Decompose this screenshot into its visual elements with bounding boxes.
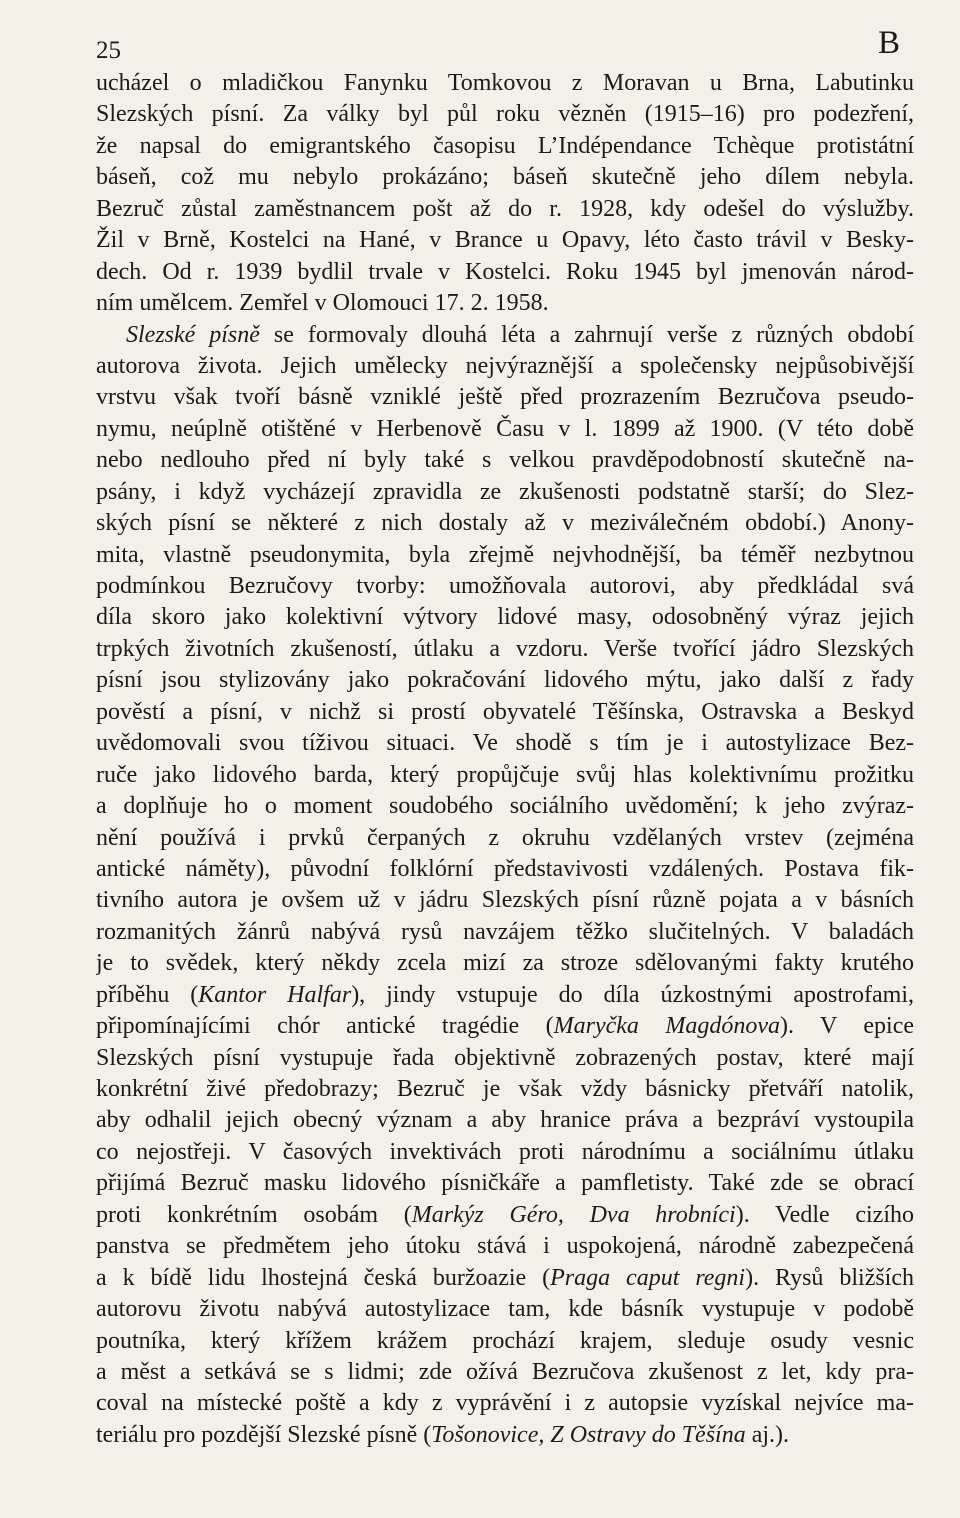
line-text: a doplňuje ho o moment soudobého sociálního uvědomění; k jeho zvýraz- bbox=[96, 793, 914, 820]
section-letter: B bbox=[878, 25, 901, 61]
text-line bbox=[96, 1168, 914, 1199]
line-text: díla skoro jako kolektivní výtvory lidové masy, odosobněný výraz jejich bbox=[96, 604, 914, 631]
line-text: a k bídě lidu lhostejná česká buržoazie ( bbox=[96, 1264, 551, 1291]
line-text: autorova života. Jejich umělecky nejvýraznější a společensky nejpůsobivější bbox=[96, 352, 914, 379]
text-line bbox=[96, 540, 914, 571]
line-text: mita, vlastně pseudonymita, byla zřejmě nejvhodnější, ba téměř nezbytnou bbox=[96, 541, 914, 568]
line-text: trpkých životních zkušeností, útlaku a vzdoru. Verše tvořící jádro Slezských bbox=[96, 635, 914, 662]
line-text: je to svědek, který někdy zcela mizí za stroze sdělovanými fakty krutého bbox=[96, 950, 914, 977]
line-text: se formovaly dlouhá léta a zahrnují verše z různých období bbox=[259, 321, 914, 348]
text-line bbox=[96, 68, 914, 99]
text-line bbox=[96, 1326, 914, 1357]
line-text: vrstvu však tvoří básně vzniklé ještě před prozrazením Bezručova pseudo- bbox=[96, 384, 914, 411]
line-text: aj.). bbox=[745, 1421, 790, 1448]
text-line bbox=[96, 602, 914, 633]
line-text: ním umělcem. Zemřel v Olomouci 17. 2. 1958. bbox=[96, 290, 549, 317]
line-text: antické náměty), původní folklórní představivosti vzdálených. Postava fik- bbox=[96, 855, 914, 882]
text-line bbox=[96, 728, 914, 759]
italic-title: Praga caput regni bbox=[550, 1264, 746, 1291]
text-line bbox=[96, 382, 914, 413]
text-line bbox=[96, 477, 914, 508]
line-text: coval na místecké poště a kdy z vyprávění i z autopsie vyzískal nejvíce ma- bbox=[96, 1390, 914, 1417]
line-text: ucházel o mladičkou Fanynku Tomkovou z Moravan u Brna, Labutinku bbox=[96, 70, 914, 96]
text-line bbox=[96, 1043, 914, 1074]
text-line bbox=[96, 571, 914, 602]
text-line bbox=[96, 634, 914, 665]
line-text: Slezských písní. Za války byl půl roku vězněn (1915–16) pro podezření, bbox=[96, 101, 914, 128]
text-line bbox=[96, 351, 914, 382]
italic-title: Markýz Géro, Dva hrobníci bbox=[411, 1201, 736, 1228]
text-line bbox=[96, 1294, 914, 1325]
italic-title: Slezské písně bbox=[126, 321, 260, 348]
line-text: připomínajícími chór antické tragédie ( bbox=[96, 1013, 554, 1040]
line-text: pověstí a písní, v nichž si prostí obyvatelé Těšínska, Ostravska a Beskyd bbox=[96, 698, 914, 725]
line-text: ). Rysů bližších bbox=[745, 1264, 914, 1291]
line-text: podmínkou Bezručovy tvorby: umožňovala autorovi, aby předkládal svá bbox=[96, 573, 914, 599]
line-text: báseň, což mu nebylo prokázáno; báseň skutečně jeho dílem nebyla. bbox=[96, 164, 914, 191]
text-line bbox=[96, 885, 914, 916]
line-text: ruče jako lidového barda, který propůjčuje svůj hlas kolektivnímu prožitku bbox=[96, 761, 914, 788]
text-line bbox=[96, 194, 914, 225]
line-text: co nejostřeji. V časových invektivách proti národnímu a sociálnímu útlaku bbox=[96, 1138, 914, 1165]
page-number: 25 bbox=[96, 37, 121, 64]
line-text: nymu, neúplně otištěné v Herbenově Času v l. 1899 až 1900. (V této době bbox=[96, 415, 914, 442]
text-line bbox=[96, 99, 914, 130]
text-line bbox=[96, 414, 914, 445]
line-text: ských písní se některé z nich dostaly až v meziválečném období.) Anony- bbox=[96, 510, 914, 537]
text-line bbox=[96, 1011, 914, 1042]
text-line bbox=[96, 665, 914, 696]
italic-title: Kantor Halfar bbox=[198, 981, 352, 1008]
text-line bbox=[96, 1231, 914, 1262]
text-line bbox=[96, 1105, 914, 1136]
line-text: rozmanitých žánrů nabývá rysů navzájem těžko slučitelných. V baladách bbox=[96, 918, 914, 945]
text-line bbox=[96, 162, 914, 193]
text-line bbox=[96, 1137, 914, 1168]
line-text: ). Vedle cizího bbox=[735, 1201, 914, 1228]
line-text: psány, i když vycházejí zpravidla ze zkušenosti podstatně starší; do Slez- bbox=[96, 478, 914, 505]
line-text: že napsal do emigrantského časopisu L’Indépendance Tchèque protistátní bbox=[96, 132, 914, 159]
italic-title: Maryčka Magdónova bbox=[553, 1013, 781, 1040]
text-line bbox=[96, 1263, 914, 1294]
line-text: dech. Od r. 1939 bydlil trvale v Kostelci. Roku 1945 byl jmenován národ- bbox=[96, 258, 914, 285]
text-line bbox=[96, 1074, 914, 1105]
text-line bbox=[96, 823, 914, 854]
text-line bbox=[96, 131, 914, 162]
text-line bbox=[96, 257, 914, 288]
text-line bbox=[96, 508, 914, 539]
text-line bbox=[96, 854, 914, 885]
line-text: Slezských písní vystupuje řada objektivně zobrazených postav, které mají bbox=[96, 1044, 914, 1071]
text-line bbox=[96, 1200, 914, 1231]
line-text: Bezruč zůstal zaměstnancem pošt až do r. 1928, kdy odešel do výslužby. bbox=[96, 195, 914, 222]
text-line bbox=[96, 948, 914, 979]
text-line bbox=[96, 1357, 914, 1388]
line-text: tivního autora je ovšem už v jádru Slezských písní různě pojata a v básních bbox=[96, 887, 914, 914]
line-text: autorovu životu nabývá autostylizace tam, kde básník vystupuje v podobě bbox=[96, 1296, 914, 1323]
line-text: ), jindy vstupuje do díla úzkostnými apostrofami, bbox=[351, 981, 914, 1008]
line-text: Žil v Brně, Kostelci na Hané, v Brance u Opavy, léto často trávil v Besky- bbox=[96, 227, 914, 254]
line-text: proti konkrétním osobám ( bbox=[96, 1201, 412, 1228]
line-text: přijímá Bezruč masku lidového písničkáře a pamfletisty. Také zde se obrací bbox=[96, 1170, 914, 1197]
text-line bbox=[96, 697, 914, 728]
line-text: poutníka, který křížem krážem prochází krajem, sleduje osudy vesnic bbox=[96, 1327, 914, 1354]
line-text: a měst a setkává se s lidmi; zde ožívá Bezručova zkušenost z let, kdy pra- bbox=[96, 1358, 914, 1385]
line-text: ). V epice bbox=[780, 1013, 914, 1040]
text-line bbox=[96, 917, 914, 948]
line-text: uvědomovali svou tíživou situaci. Ve shodě s tím je i autostylizace Bez- bbox=[96, 730, 914, 757]
body-text bbox=[96, 68, 914, 1451]
text-line bbox=[96, 760, 914, 791]
text-line bbox=[96, 445, 914, 476]
line-text: nebo nedlouho před ní byly také s velkou pravděpodobností skutečně na- bbox=[96, 447, 914, 474]
line-text: písní jsou stylizovány jako pokračování lidového mýtu, jako další z řady bbox=[96, 667, 914, 694]
text-line bbox=[96, 320, 914, 351]
line-text: nění používá i prvků čerpaných z okruhu vzdělaných vrstev (zejména bbox=[96, 824, 914, 851]
text-line bbox=[96, 980, 914, 1011]
text-line bbox=[96, 288, 914, 319]
line-text: aby odhalil jejich obecný význam a aby hranice práva a bezpráví vystoupila bbox=[96, 1107, 914, 1134]
text-line bbox=[96, 225, 914, 256]
line-text: panstva se předmětem jeho útoku stává i uspokojená, národně zabezpečená bbox=[96, 1233, 914, 1260]
line-text: teriálu pro pozdější Slezské písně ( bbox=[96, 1421, 432, 1448]
text-line bbox=[96, 1388, 914, 1419]
line-text: příběhu ( bbox=[96, 981, 199, 1008]
text-line bbox=[96, 791, 914, 822]
text-line bbox=[96, 1420, 914, 1451]
italic-title: Tošonovice, Z Ostravy do Těšína bbox=[431, 1421, 746, 1448]
line-text: konkrétní živé předobrazy; Bezruč je však vždy básnicky přetváří natolik, bbox=[96, 1076, 914, 1102]
